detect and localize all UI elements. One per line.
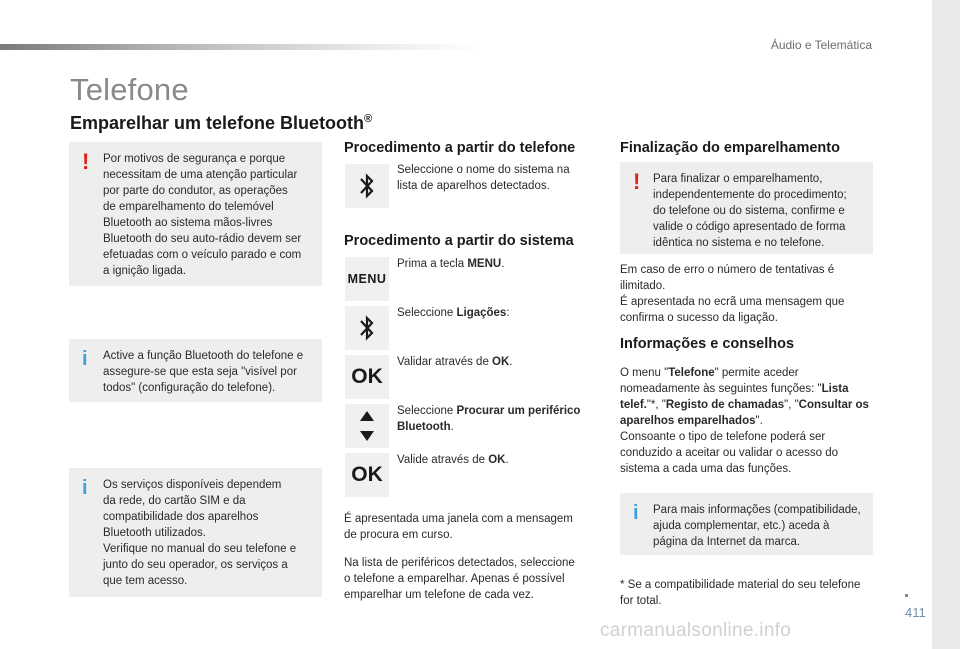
up-down-arrows-icon (357, 409, 377, 443)
bluetooth-tile (345, 306, 389, 350)
section-title: Emparelhar um telefone Bluetooth® (70, 113, 373, 133)
select-device-note: Na lista de periféricos detectados, seleccione o telefone a emparelhar. Apenas é possível emparelhar um telefone de cada vez. (344, 557, 575, 601)
warning-icon: ! (82, 149, 90, 174)
warning-icon: ! (633, 169, 641, 194)
phone-procedure-step: Seleccione o nome do sistema na lista de aparelhos detectados. (397, 164, 570, 192)
registered-mark: ® (364, 113, 373, 125)
search-message-note: É apresentada uma janela com a mensagem de procura em curso. (344, 513, 573, 541)
page-marker-dot (905, 594, 908, 597)
compatibility-footnote: * Se a compatibilidade material do seu telefone for total. (620, 579, 861, 607)
system-step-2: Seleccione Ligações: (397, 307, 510, 319)
safety-warning-box (69, 142, 322, 286)
services-info-box (69, 468, 322, 597)
ok-key-tile (345, 453, 389, 497)
watermark: carmanualsonline.info (600, 620, 792, 641)
menu-key-label: MENU (347, 272, 387, 286)
info-tips-paragraph: O menu "Telefone" permite aceder nomeadamente às seguintes funções: "Lista telef."*, "Registo de chamadas", "Consultar os aparelhos emparelhados". Consoante o tipo de telefone poderá ser conduzido a aceitar ou validar o acesso do sistema a cada uma das funções. (620, 367, 869, 475)
safety-warning-text: Por motivos de segurança e porque necessitam de uma atenção particular por parte do condutor, as operações de emparelhamento do telemóvel Bluetooth ao sistema mãos-livres Bluetooth do seu auto-rádio devem ser efetuadas com o veículo parado e com a ignição ligada. (103, 153, 302, 277)
page-number: 411 (905, 605, 926, 620)
more-info-box (620, 493, 873, 555)
finalization-warning-box (620, 162, 873, 254)
bluetooth-tile (345, 164, 389, 208)
bluetooth-icon (358, 171, 376, 201)
more-info-text: Para mais informações (compatibilidade, ajuda complementar, etc.) aceda à página da Internet da marca. (653, 504, 861, 548)
bluetooth-icon (358, 313, 376, 343)
page-edge-strip (932, 0, 960, 649)
finalization-paragraph: Em caso de erro o número de tentativas é ilimitado. É apresentada no ecrã uma mensagem que confirma o sucesso da ligação. (620, 264, 845, 324)
arrow-keys-tile (345, 404, 389, 448)
system-step-1: Prima a tecla MENU. (397, 258, 505, 270)
ok-key-label: OK (351, 365, 383, 388)
info-tips-title: Informações e conselhos (620, 336, 795, 352)
system-procedure-title: Procedimento a partir do sistema (344, 233, 574, 249)
menu-key-tile (345, 257, 389, 301)
finalization-warning-text: Para finalizar o emparelhamento, independentemente do procedimento; do telefone ou do sistema, confirme e valide o código apresentado de forma idêntica no sistema e no telefone. (653, 173, 847, 249)
bluetooth-activation-text: Active a função Bluetooth do telefone e assegure-se que esta seja "visível por todos" (configuração do telefone). (103, 350, 304, 394)
info-icon: i (633, 502, 639, 524)
page-title: Telefone (70, 72, 189, 107)
ok-key-label: OK (351, 463, 383, 486)
system-step-4: Seleccione Procurar um periférico Bluetooth. (397, 405, 581, 433)
bluetooth-activation-info-box (69, 339, 322, 402)
ok-key-tile (345, 355, 389, 399)
system-step-5: Valide através de OK. (397, 454, 509, 466)
finalization-title: Finalização do emparelhamento (620, 140, 840, 156)
info-icon: i (82, 477, 88, 499)
services-info-text: Os serviços disponíveis dependem da rede, do cartão SIM e da compatibilidade dos aparelhos Bluetooth utilizados. Verifique no manual do seu telefone e junto do seu operador, os serviços a que tem acesso. (103, 479, 297, 587)
phone-procedure-title: Procedimento a partir do telefone (344, 140, 576, 156)
section-header-label: Áudio e Telemática (770, 38, 872, 52)
info-icon: i (82, 348, 88, 370)
header-gradient-bar (0, 44, 480, 50)
system-step-3: Validar através de OK. (397, 356, 513, 368)
